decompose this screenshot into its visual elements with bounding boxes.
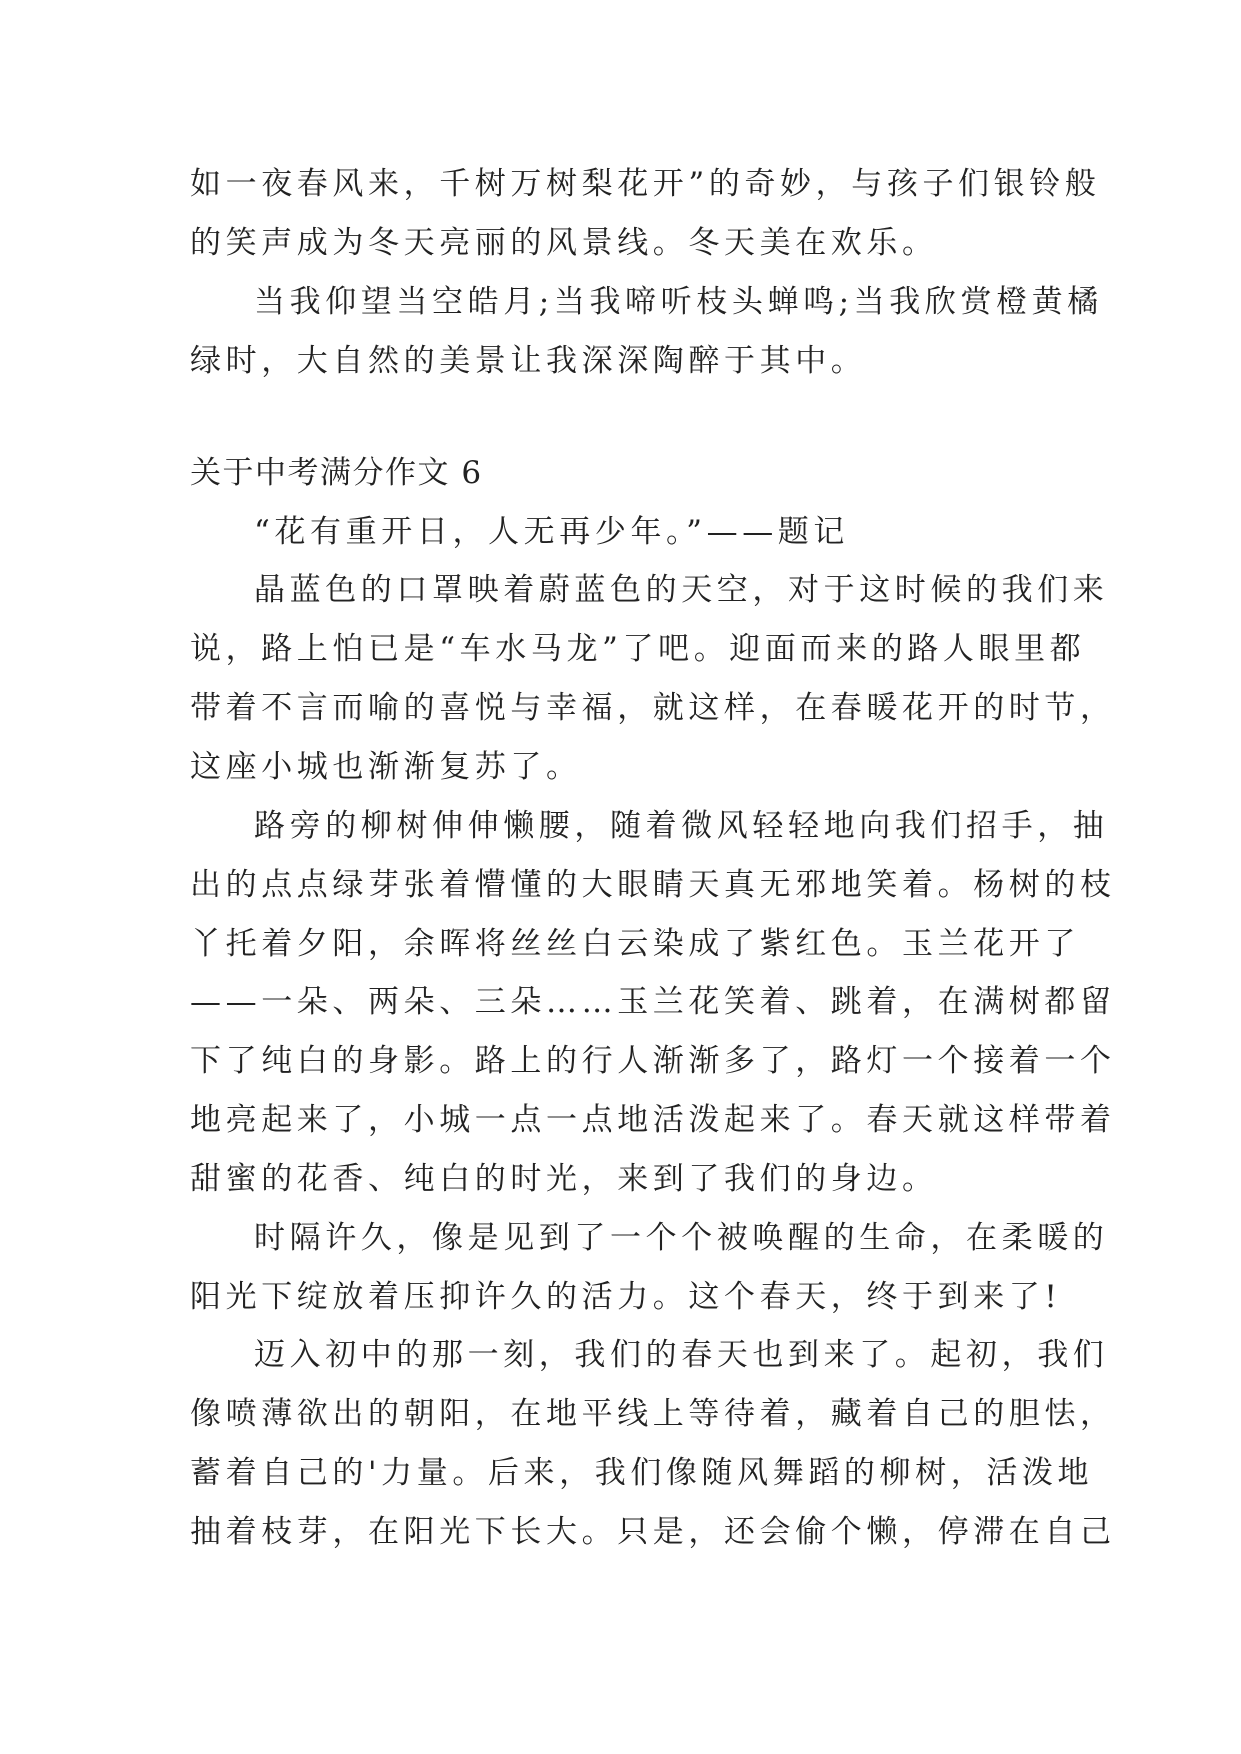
text-line: 出的点点绿芽张着懵懂的大眼睛天真无邪地笑着。杨树的枝	[190, 867, 1116, 903]
text-line: 抽着枝芽，在阳光下长大。只是，还会偷个懒，停滞在自己	[190, 1514, 1116, 1550]
text-line: 蓄着自己的'力量。后来，我们像随风舞蹈的柳树，活泼地	[190, 1455, 1094, 1491]
paragraph-first-line: 路旁的柳树伸伸懒腰，随着微风轻轻地向我们招手，抽	[254, 808, 1109, 844]
paragraph-first-line: 时隔许久，像是见到了一个个被唤醒的生命，在柔暖的	[254, 1220, 1109, 1256]
text-line: 这座小城也渐渐复苏了。	[190, 749, 582, 785]
paragraph-first-line: 晶蓝色的口罩映着蔚蓝色的天空，对于这时候的我们来	[254, 572, 1109, 608]
text-line: 绿时，大自然的美景让我深深陶醉于其中。	[190, 343, 867, 379]
text-line: 的笑声成为冬天亮丽的风景线。冬天美在欢乐。	[190, 225, 938, 261]
text-line: ——一朵、两朵、三朵……玉兰花笑着、跳着，在满树都留	[190, 984, 1116, 1020]
section-heading: 关于中考满分作文 6	[190, 455, 483, 491]
text-line: 像喷薄欲出的朝阳，在地平线上等待着，藏着自己的胆怯，	[190, 1396, 1116, 1432]
text-line: 甜蜜的花香、纯白的时光，来到了我们的身边。	[190, 1161, 938, 1197]
text-line: 阳光下绽放着压抑许久的活力。这个春天，终于到来了!	[190, 1279, 1062, 1315]
text-line: 说，路上怕已是“车水马龙”了吧。迎面而来的路人眼里都	[190, 631, 1086, 667]
text-line: 丫托着夕阳，余晖将丝丝白云染成了紫红色。玉兰花开了	[190, 926, 1080, 962]
text-line: 带着不言而喻的喜悦与幸福，就这样，在春暖花开的时节，	[190, 690, 1116, 726]
epigraph: “花有重开日，人无再少年。”——题记	[254, 514, 849, 550]
paragraph-first-line: 当我仰望当空皓月;当我啼听枝头蝉鸣;当我欣赏橙黄橘	[254, 284, 1103, 320]
paragraph-first-line: 迈入初中的那一刻，我们的春天也到来了。起初，我们	[254, 1337, 1109, 1373]
text-line: 下了纯白的身影。路上的行人渐渐多了，路灯一个接着一个	[190, 1043, 1116, 1079]
text-line: 地亮起来了，小城一点一点地活泼起来了。春天就这样带着	[190, 1102, 1116, 1138]
text-line: 如一夜春风来，千树万树梨花开”的奇妙，与孩子们银铃般	[190, 166, 1101, 202]
